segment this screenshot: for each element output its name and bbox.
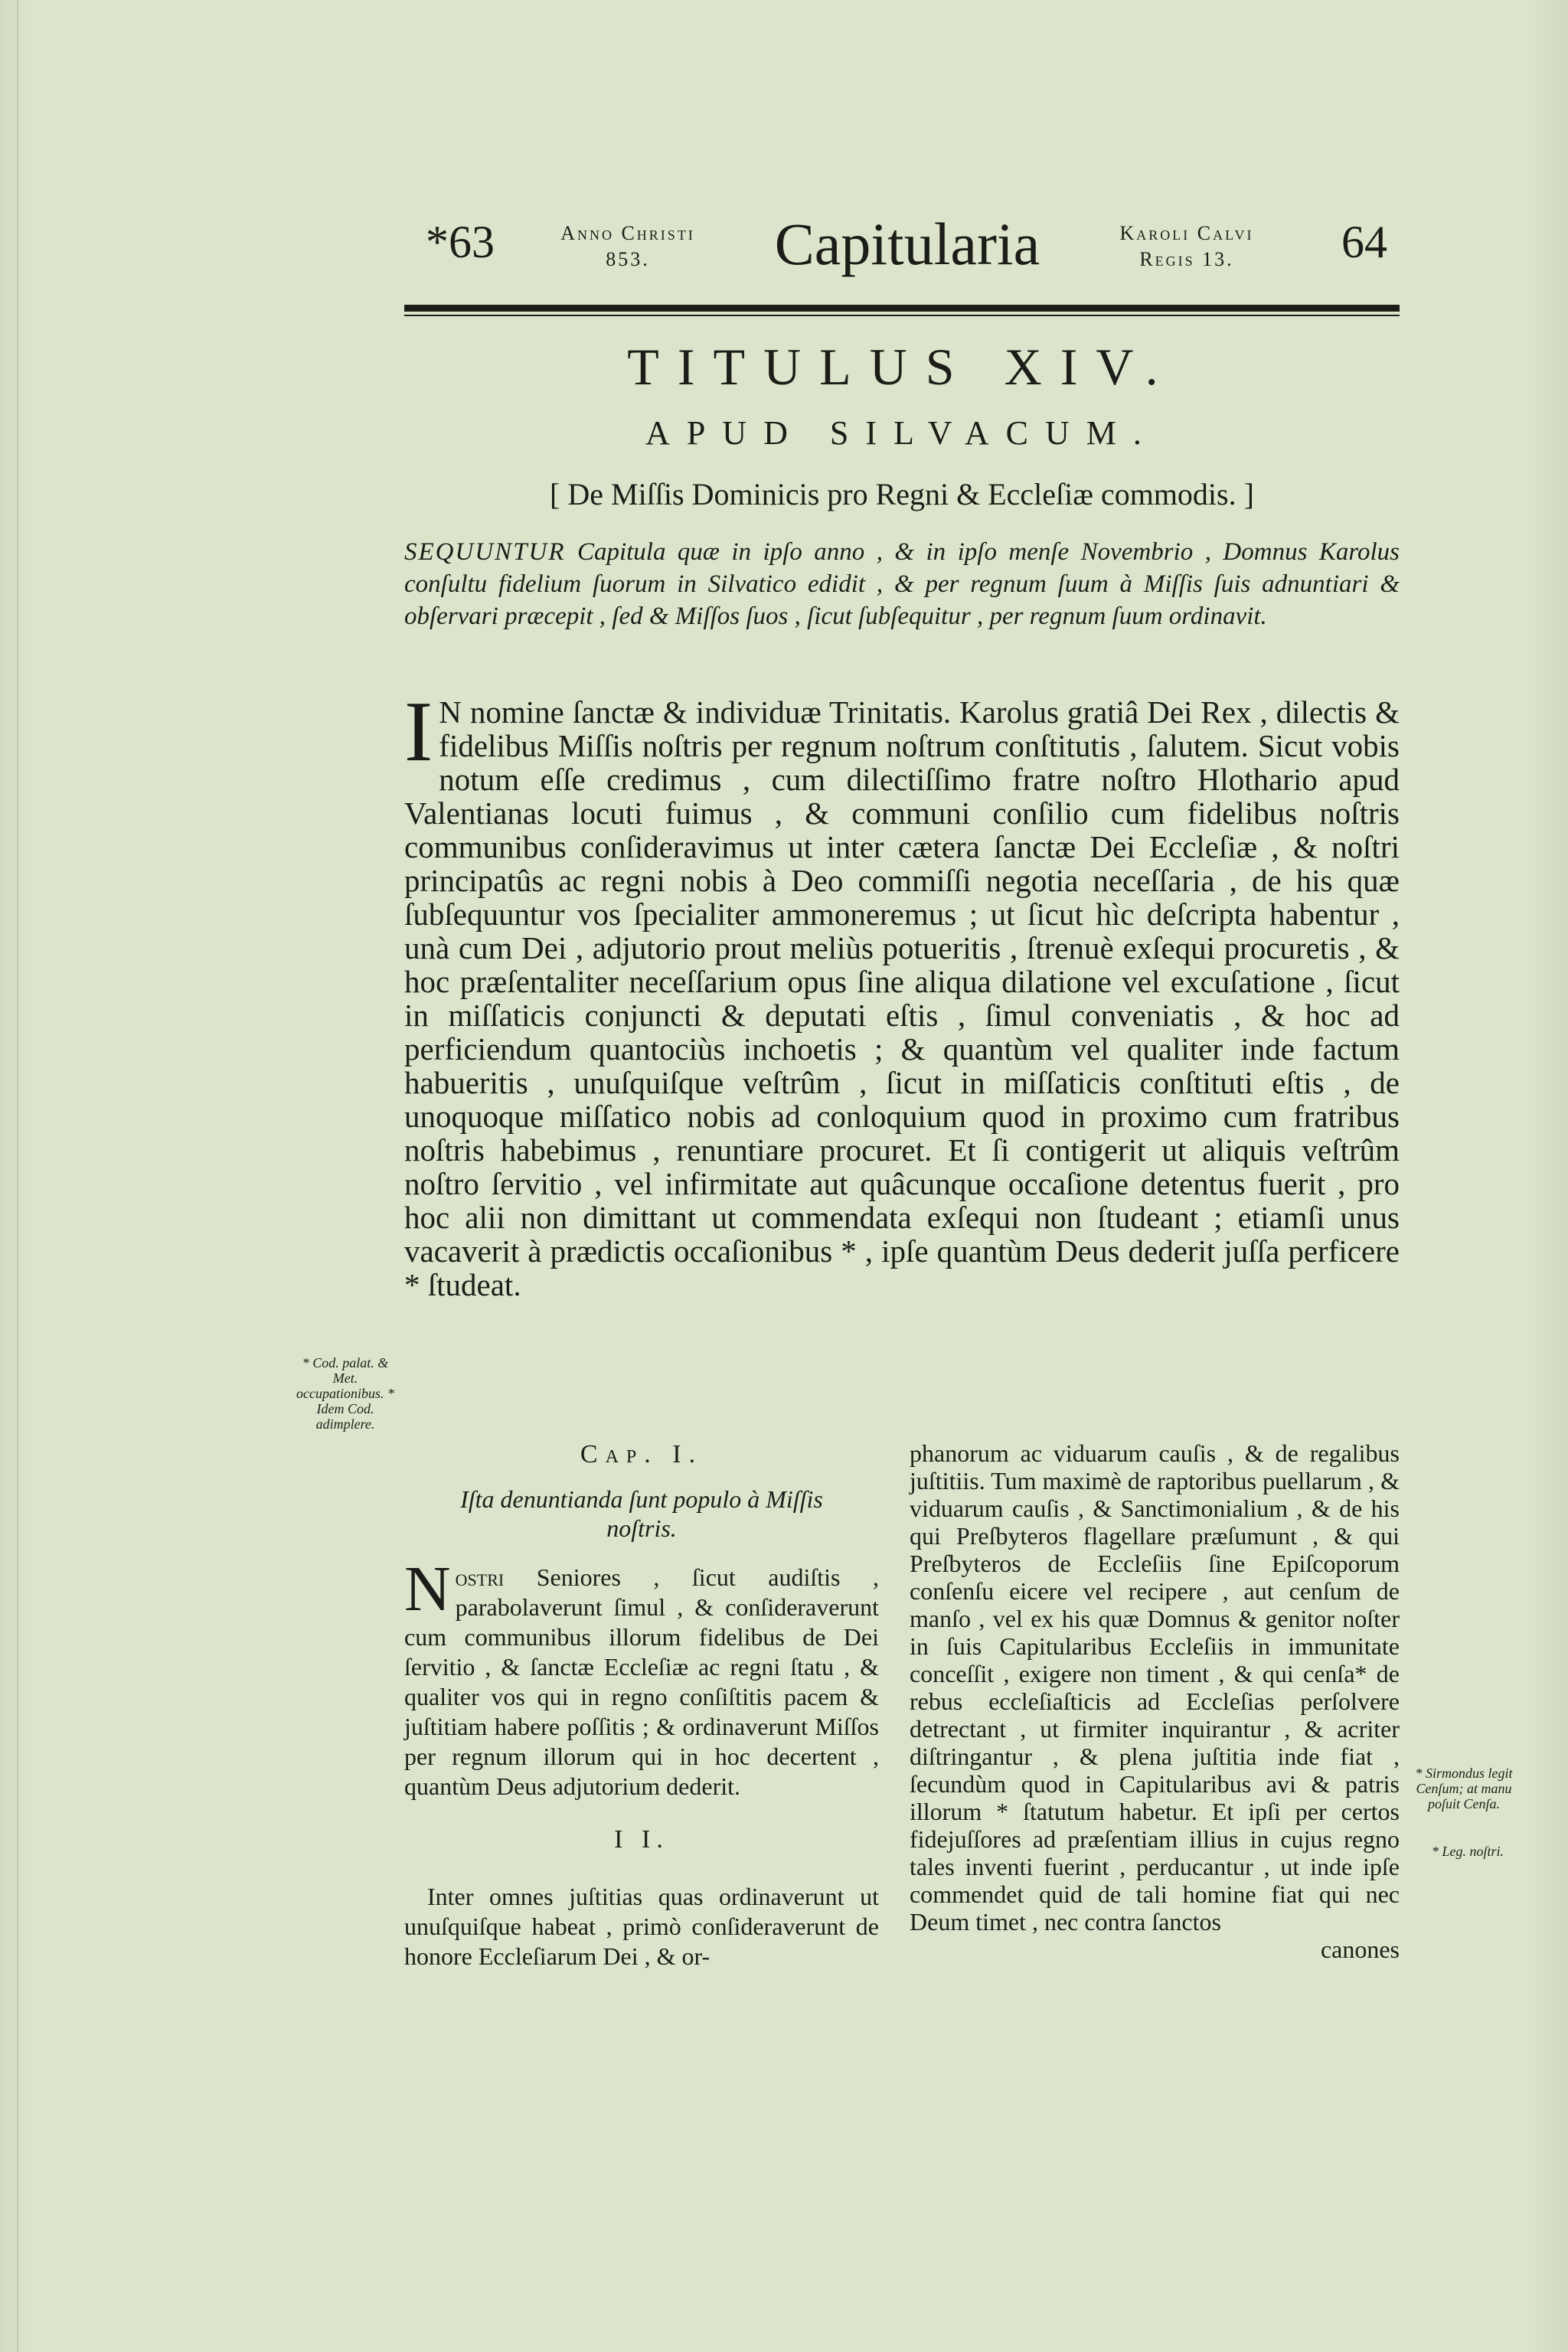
titulus-heading: TITULUS XIV. xyxy=(627,338,1177,396)
right-column-body: phanorum ac viduarum cauſis , & de regalibus juſtitiis. Tum maximè de raptoribus puellarum , & viduarum cauſis , & Sanctimonialium , & de his qui Preſbyteros flagellare præſumunt , & qui Preſbyteros de Eccleſiis ſine Epiſcoporum conſenſu eicere vel recipere , aut cenſum de manſo , vel ex his quæ Domnus & genitor noſter in ſuis Capitularibus Eccleſiis in immunitate conceſſit , exigere non timent , & qui cenſa* de rebus eccleſiaſticis ad Eccleſias perſolvere detrectant , ut firmiter inquirantur , & acriter diſtringantur , & plena juſtitia inde fiat , ſecundùm quod in Capitularibus avi & patris illorum * ſtatutum habetur. Et ipſi per certos fidejuſſores ad præſentiam illius in cujus regno tales inventi fuerint , perducantur , ut inde ipſe commendet quid de tali homine fiat qui nec Deum timet , nec contra ſanctos xyxy=(910,1439,1400,1936)
cap-1-body: Seniores , ſicut audiſtis , parabolaverunt ſimul , & conſideraverunt cum communibus illorum fidelibus de Dei ſervitio , & ſanctæ Eccleſiæ ac regni ſtatu , & qualiter vos qui in regno conſiſtitis pacem & juſtitiam habere poſſitis ; & ordinaverunt Miſſos per regnum illorum qui in hoc decertent , quantùm Deus adjutorium dederit. xyxy=(404,1563,879,1800)
right-page-number: 64 xyxy=(1341,217,1387,267)
right-column xyxy=(910,1439,1400,1963)
main-paragraph xyxy=(404,684,1400,1302)
cap-2-paragraph: Inter omnes juſtitias quas ordinaverunt ut unuſquiſque habeat , primò conſideraverunt de honore Eccleſiarum Dei , & or- xyxy=(404,1883,879,1970)
margin-note-right-nostri: * Leg. noſtri. xyxy=(1431,1844,1504,1859)
karoli-calvi xyxy=(1087,220,1286,273)
anno-line1: Anno Christi xyxy=(560,222,695,244)
anno-christi xyxy=(528,220,727,273)
cap-2-heading: I I. xyxy=(614,1825,669,1854)
anno-line2: 853. xyxy=(606,248,650,270)
running-title: Capitularia xyxy=(774,211,1040,277)
bracket-subtitle: [ De Miſſis Dominicis pro Regni & Eccleſiæ commodis. ] xyxy=(550,477,1254,511)
binding-gutter xyxy=(17,0,18,2352)
drop-cap-n: N xyxy=(404,1553,451,1625)
karoli-line1: Karoli Calvi xyxy=(1119,222,1254,244)
left-page-number: *63 xyxy=(426,217,495,267)
cap-1-heading: Cap. I. xyxy=(580,1440,704,1468)
intro-text: Capitula quæ in ipſo anno , & in ipſo menſe Novembrio , Domnus Karolus conſultu fidelium ſuorum in Silvatico edidit , & per regnum ſuum à Miſſis ſuis adnuntiari & obſervari præcepit , ſed & Miſſos ſuos , ſicut ſubſequitur , per regnum ſuum ordinavit. xyxy=(404,538,1400,630)
left-column xyxy=(404,1439,879,1971)
cap-1-lead: ostri xyxy=(455,1563,505,1591)
header-rule-thick xyxy=(404,305,1400,312)
intro-paragraph xyxy=(404,536,1400,632)
catchword: canones xyxy=(1320,1936,1400,1963)
main-body: N nomine ſanctæ & individuæ Trinitatis. Karolus gratiâ Dei Rex , dilectis & fidelibus Miſſis noſtris per regnum noſtrum conſtitutis , ſalutem. Sicut vobis notum eſſe credimus , cum dilectiſſimo fratre noſtro Hlothario apud Valentianas locuti fuimus , & communi conſilio cum fidelibus noſtris communibus conſideravimus ut inter cætera ſanctæ Dei Eccleſiæ , & noſtri principatûs ac regni nobis à Deo commiſſi negotia neceſſaria , de his quæ ſubſequuntur vos ſpecialiter ammoneremus ; ut ſicut hìc deſcripta habentur , unà cum Dei , adjutorio prout meliùs potueritis , ſtrenuè exſequi procuretis , & hoc præſentaliter neceſſarium opus ſine aliqua dilatione vel excuſatione , ſicut in miſſaticis conjuncti & deputati eſtis , ſimul conveniatis , & hoc ad perficiendum quantociùs inchoetis ; & quantùm vel qualiter inde factum habueritis , unuſquiſque veſtrûm , ſicut in miſſaticis conſtituti eſtis , de unoquoque miſſatico nobis ad conloquium quod in proximo cum fratribus noſtris habebimus , renuntiare procuret. Et ſi contigerit ut aliquis veſtrûm noſtro ſervitio , vel infirmitate aut quâcunque occaſione detentus fuerit , pro hoc alii non dimittant ut commendata exſequi non ſtudeant ; etiamſi unus vacaverit à prædictis occaſionibus * , ipſe quantùm Deus dederit juſſa perficere * ſtudeat. xyxy=(404,694,1400,1302)
margin-note-left: * Cod. palat. & Met. occupationibus. * Idem Cod. adimplere. xyxy=(296,1355,394,1432)
karoli-line2: Regis 13. xyxy=(1139,248,1234,270)
drop-cap-i: I xyxy=(404,684,433,779)
apud-heading: APUD SILVACUM. xyxy=(645,414,1158,452)
margin-note-right-sirmondus: * Sirmondus legit Cenſum; at manu poſuit Cenſa. xyxy=(1415,1766,1513,1811)
intro-lead: SEQUUNTUR xyxy=(404,538,566,566)
cap-1-subtitle: Iſta denuntianda ſunt populo à Miſſis noſtris. xyxy=(460,1485,823,1542)
cap-1-paragraph xyxy=(404,1553,879,1802)
header-rule-thin xyxy=(404,315,1400,316)
